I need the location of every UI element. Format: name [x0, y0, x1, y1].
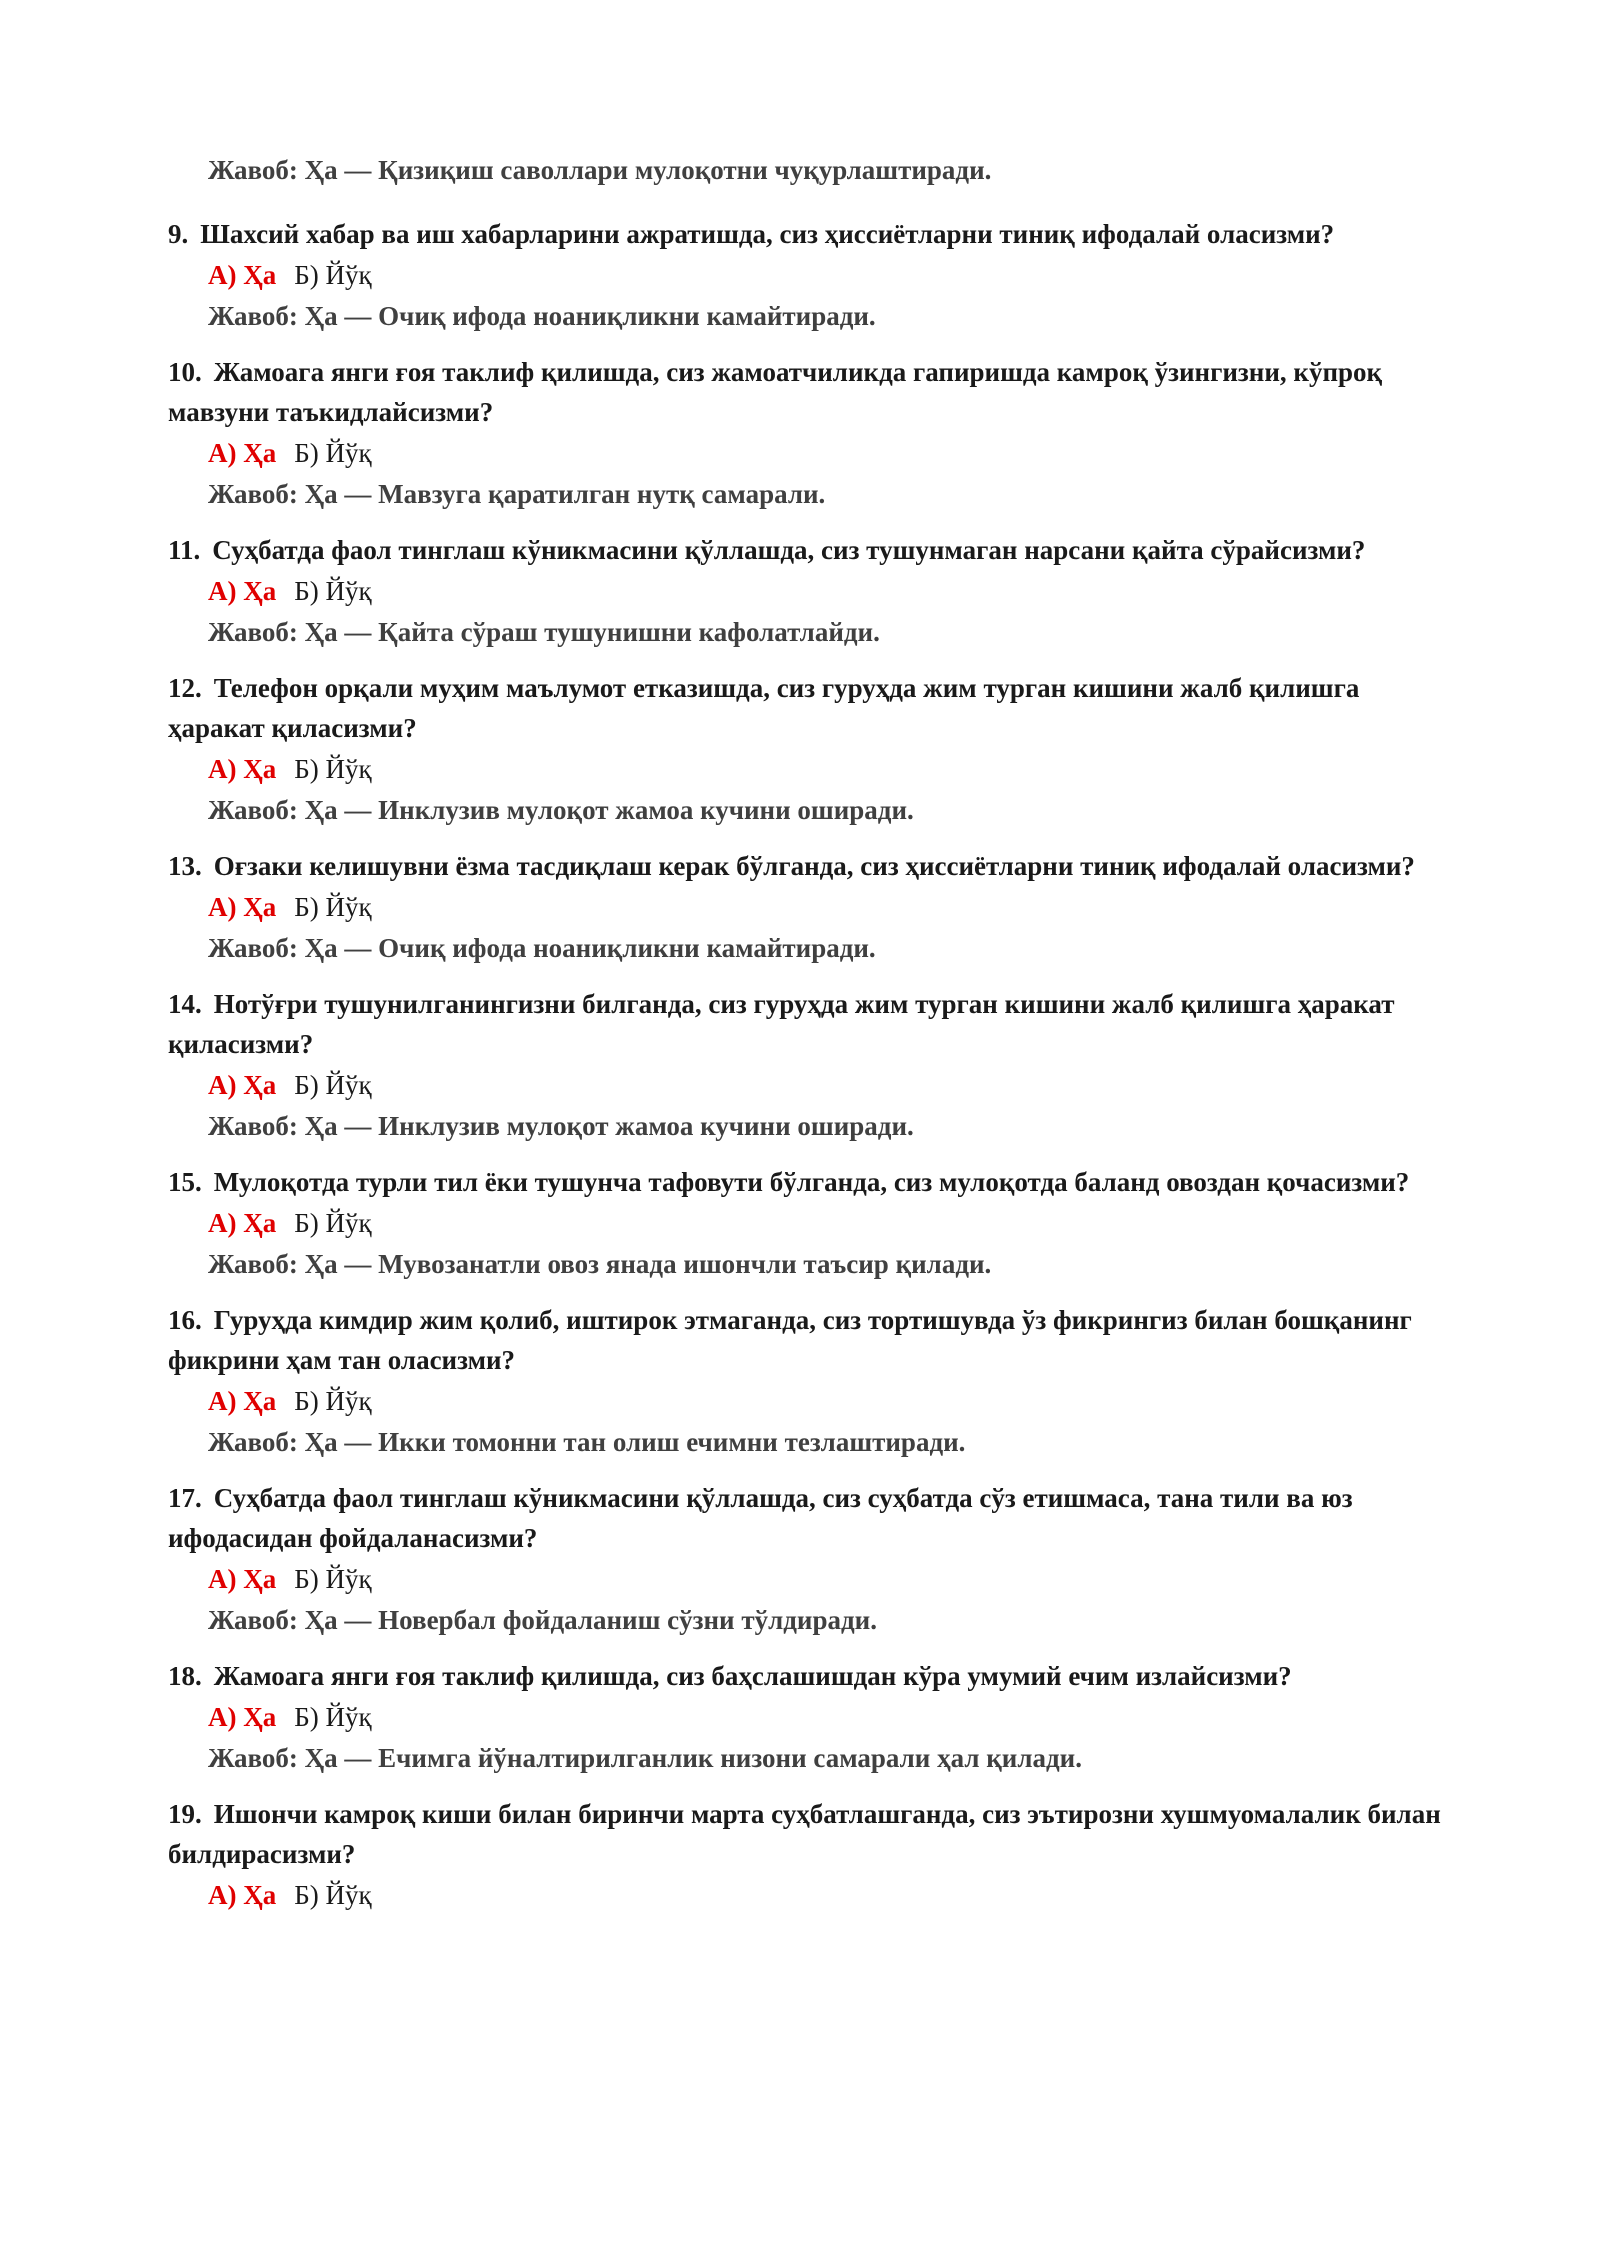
- question-block: [168, 1794, 1445, 1916]
- question-body: Нотўғри тушунилганингизни билганда, сиз гуруҳда жим турган кишини жалб қилишга ҳаракат қиласизми?: [168, 989, 1395, 1059]
- answer-options: [208, 1558, 1445, 1600]
- option-a-selected: А) Ҳа: [208, 754, 277, 784]
- question-number: 10.: [168, 357, 202, 387]
- question-number: 9.: [168, 219, 189, 249]
- option-a-selected: А) Ҳа: [208, 1880, 277, 1910]
- answer-explanation: Жавоб: Ҳа — Очиқ ифода ноаниқликни камайтиради.: [208, 933, 876, 963]
- option-a-selected: А) Ҳа: [208, 1564, 277, 1594]
- option-a-selected: А) Ҳа: [208, 438, 277, 468]
- option-b: Б) Йўқ: [294, 1208, 372, 1238]
- question-block: [168, 668, 1445, 830]
- answer-explanation: Жавоб: Ҳа — Инклузив мулоқот жамоа кучини оширади.: [208, 1111, 914, 1141]
- question-body: Шахсий хабар ва иш хабарларини ажратишда, сиз ҳиссиётларни тиниқ ифодалай оласизми?: [200, 219, 1335, 249]
- option-b: Б) Йўқ: [294, 576, 372, 606]
- option-b: Б) Йўқ: [294, 754, 372, 784]
- answer-line-prev: Жавоб: Ҳа — Қизиқиш саволлари мулоқотни чуқурлаштиради.: [208, 155, 992, 185]
- answer-explanation: Жавоб: Ҳа — Ечимга йўналтирилганлик низони самарали ҳал қилади.: [208, 1743, 1082, 1773]
- answer-explanation: Жавоб: Ҳа — Инклузив мулоқот жамоа кучини оширади.: [208, 795, 914, 825]
- question-number: 19.: [168, 1799, 202, 1829]
- question-text: [168, 846, 1445, 886]
- question-body: Суҳбатда фаол тинглаш кўникмасини қўллашда, сиз суҳбатда сўз етишмаса, тана тили ва юз ифодасидан фойдаланасизми?: [168, 1483, 1353, 1553]
- answer-explanation: Жавоб: Ҳа — Мавзуга қаратилган нутқ самарали.: [208, 479, 826, 509]
- question-number: 16.: [168, 1305, 202, 1335]
- option-b: Б) Йўқ: [294, 438, 372, 468]
- question-number: 17.: [168, 1483, 202, 1513]
- question-body: Суҳбатда фаол тинглаш кўникмасини қўллашда, сиз тушунмаган нарсани қайта сўрайсизми?: [212, 535, 1366, 565]
- answer-options: [208, 432, 1445, 474]
- answer-options: [208, 1874, 1445, 1916]
- question-body: Ишончи камроқ киши билан биринчи марта суҳбатлашганда, сиз эътирозни хушмуомалалик билан билдирасизми?: [168, 1799, 1441, 1869]
- question-text: [168, 984, 1445, 1064]
- option-b: Б) Йўқ: [294, 1386, 372, 1416]
- answer-explanation: Жавоб: Ҳа — Новербал фойдаланиш сўзни тўлдиради.: [208, 1605, 877, 1635]
- answer-explanation: Жавоб: Ҳа — Очиқ ифода ноаниқликни камайтиради.: [208, 301, 876, 331]
- question-number: 12.: [168, 673, 202, 703]
- answer-options: [208, 886, 1445, 928]
- question-text: [168, 530, 1445, 570]
- question-block: [168, 1656, 1445, 1778]
- question-block: [168, 352, 1445, 514]
- option-b: Б) Йўқ: [294, 1702, 372, 1732]
- question-number: 18.: [168, 1661, 202, 1691]
- option-a-selected: А) Ҳа: [208, 1208, 277, 1238]
- question-body: Жамоага янги ғоя таклиф қилишда, сиз баҳслашишдан кўра умумий ечим излайсизми?: [213, 1661, 1292, 1691]
- answer-explanation: Жавоб: Ҳа — Мувозанатли овоз янада ишончли таъсир қилади.: [208, 1249, 992, 1279]
- question-text: [168, 1656, 1445, 1696]
- answer-options: [208, 1064, 1445, 1106]
- answer-explanation: Жавоб: Ҳа — Қайта сўраш тушунишни кафолатлайди.: [208, 617, 880, 647]
- question-number: 14.: [168, 989, 202, 1019]
- question-block: [168, 1478, 1445, 1640]
- answer-options: [208, 1696, 1445, 1738]
- question-block: [168, 530, 1445, 652]
- question-body: Мулоқотда турли тил ёки тушунча тафовути бўлганда, сиз мулоқотда баланд овоздан қочасизми?: [213, 1167, 1410, 1197]
- option-a-selected: А) Ҳа: [208, 1070, 277, 1100]
- option-a-selected: А) Ҳа: [208, 576, 277, 606]
- option-a-selected: А) Ҳа: [208, 260, 277, 290]
- answer-options: [208, 748, 1445, 790]
- question-text: [168, 1300, 1445, 1380]
- question-number: 13.: [168, 851, 202, 881]
- option-a-selected: А) Ҳа: [208, 892, 277, 922]
- answer-options: [208, 254, 1445, 296]
- option-b: Б) Йўқ: [294, 1880, 372, 1910]
- question-number: 11.: [168, 535, 201, 565]
- question-body: Оғзаки келишувни ёзма тасдиқлаш керак бўлганда, сиз ҳиссиётларни тиниқ ифодалай оласизми?: [213, 851, 1415, 881]
- answer-options: [208, 1380, 1445, 1422]
- question-text: [168, 1794, 1445, 1874]
- option-b: Б) Йўқ: [294, 260, 372, 290]
- option-a-selected: А) Ҳа: [208, 1386, 277, 1416]
- question-body: Гуруҳда кимдир жим қолиб, иштирок этмаганда, сиз тортишувда ўз фикрингиз билан бошқанинг фикрини ҳам тан оласизми?: [168, 1305, 1412, 1375]
- option-b: Б) Йўқ: [294, 1564, 372, 1594]
- option-b: Б) Йўқ: [294, 1070, 372, 1100]
- answer-explanation: Жавоб: Ҳа — Икки томонни тан олиш ечимни тезлаштиради.: [208, 1427, 966, 1457]
- question-number: 15.: [168, 1167, 202, 1197]
- question-body: Телефон орқали муҳим маълумот етказишда, сиз гуруҳда жим турган кишини жалб қилишга ҳаракат қиласизми?: [168, 673, 1360, 743]
- question-block: [168, 984, 1445, 1146]
- answer-options: [208, 1202, 1445, 1244]
- question-block: [168, 1300, 1445, 1462]
- question-list: [168, 214, 1445, 1916]
- question-text: [168, 668, 1445, 748]
- question-text: [168, 352, 1445, 432]
- question-block: [168, 1162, 1445, 1284]
- option-a-selected: А) Ҳа: [208, 1702, 277, 1732]
- question-text: [168, 1162, 1445, 1202]
- question-text: [168, 1478, 1445, 1558]
- question-block: [168, 214, 1445, 336]
- question-block: [168, 846, 1445, 968]
- option-b: Б) Йўқ: [294, 892, 372, 922]
- question-body: Жамоага янги ғоя таклиф қилишда, сиз жамоатчиликда гапиришда камроқ ўзингизни, кўпроқ мавзуни таъкидлайсизми?: [168, 357, 1383, 427]
- question-text: [168, 214, 1445, 254]
- answer-options: [208, 570, 1445, 612]
